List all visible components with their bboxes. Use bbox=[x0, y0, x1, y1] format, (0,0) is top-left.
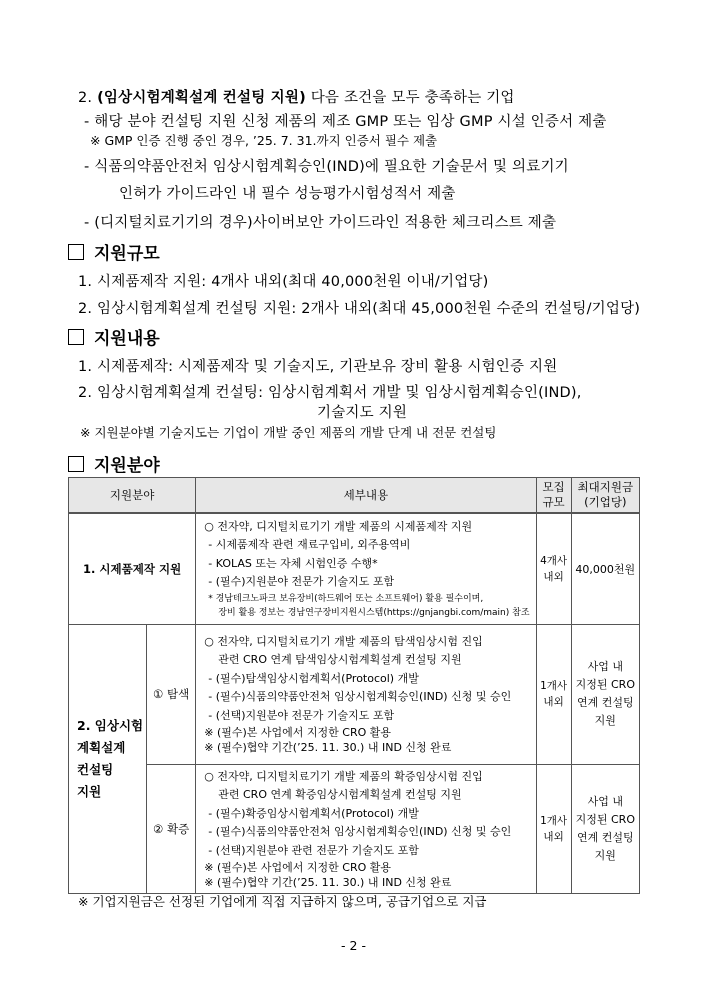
row2a-detail-line: ○ 전자약, 디지털치료기기 개발 제품의 탐색임상시험 진입 bbox=[204, 634, 483, 648]
item2-bullet-1: - 해당 분야 컨설팅 지원 신청 제품의 제조 GMP 또는 임상 GMP 시설 인증서 제출 bbox=[84, 114, 607, 130]
row2a-count: 1개사 내외 bbox=[536, 624, 571, 764]
row2a-detail-line: - (필수)식품의약품안전처 임상시험계획승인(IND) 신청 및 승인 bbox=[208, 690, 512, 704]
support-field-table bbox=[68, 477, 640, 894]
row1-detail-line: * 경남테크노파크 보유장비(하드웨어 또는 소프트웨어) 활용 필수이며, bbox=[208, 593, 484, 604]
checkbox-square-icon bbox=[68, 329, 84, 345]
row2b-detail-line: ○ 전자약, 디지털치료기기 개발 제품의 확증임상시험 진입 bbox=[204, 769, 483, 783]
header-count: 모집 규모 bbox=[536, 478, 571, 514]
row2b-sub: ② 확증 bbox=[146, 764, 195, 894]
row2-field: 2. 임상시험 계획설계 컨설팅 지원 bbox=[69, 624, 147, 894]
row2b-count: 1개사 내외 bbox=[536, 764, 571, 894]
header-details: 세부내용 bbox=[196, 478, 536, 514]
row2b-max: 사업 내 지정된 CRO 연계 컨설팅 지원 bbox=[571, 764, 639, 894]
scale-item-2: 2. 임상시험계획설계 컨설팅 지원: 2개사 내외(최대 45,000천원 수준의 컨설팅/기업당) bbox=[78, 301, 641, 317]
section-field-heading: 지원분야 bbox=[68, 451, 160, 476]
section-scale-heading: 지원규모 bbox=[68, 239, 160, 264]
row1-detail-line: - KOLAS 또는 자체 시험인증 수행* bbox=[208, 556, 378, 570]
content-note: ※ 지원분야별 기술지도는 기업이 개발 중인 제품의 개발 단계 내 전문 컨설팅 bbox=[80, 425, 497, 440]
row2a-max: 사업 내 지정된 CRO 연계 컨설팅 지원 bbox=[571, 624, 639, 764]
row2a-detail-line: - (선택)지원분야 전문가 기술지도 포함 bbox=[208, 708, 395, 722]
item2-bullet-2: - 식품의약품안전처 임상시험계획승인(IND)에 필요한 기술문서 및 의료기기 bbox=[84, 159, 569, 175]
row2b-detail-line: 관련 CRO 연계 확증임상시험계획설계 컨설팅 지원 bbox=[218, 788, 462, 801]
field-note: ※ 기업지원금은 선정된 기업에게 직접 지급하지 않으며, 공급기업으로 지급 bbox=[78, 894, 487, 909]
row2a-detail-line: - (필수)탐색임상시험계획서(Protocol) 개발 bbox=[208, 671, 419, 685]
table-row bbox=[69, 624, 640, 764]
row2b-detail-line: - (필수)확증임상시험계획서(Protocol) 개발 bbox=[208, 806, 419, 820]
row2a-detail-line: 관련 CRO 연계 탐색임상시험계획설계 컨설팅 지원 bbox=[218, 653, 462, 667]
row1-detail-line: 장비 활용 정보는 경남연구장비지원시스템(https://gnjangbi.com/main) 참조 bbox=[218, 607, 530, 618]
row1-count: 4개사 내외 bbox=[536, 513, 571, 624]
content-item-2-cont: 기술지도 지원 bbox=[317, 405, 408, 421]
page-number: - 2 - bbox=[341, 938, 366, 953]
table-row bbox=[69, 764, 640, 894]
row2b-details bbox=[196, 764, 536, 894]
item2-bullet-3: - (디지털치료기기의 경우)사이버보안 가이드라인 적용한 체크리스트 제출 bbox=[84, 215, 557, 231]
row2a-detail-line: ※ (필수)협약 기간(’25. 11. 30.) 내 IND 신청 완료 bbox=[204, 741, 452, 755]
item2-bullet-2-cont: 인허가 가이드라인 내 필수 성능평가시험성적서 제출 bbox=[119, 186, 456, 202]
row1-details bbox=[196, 513, 536, 624]
row2a-details bbox=[196, 624, 536, 764]
checkbox-square-icon bbox=[68, 244, 84, 260]
row1-max: 40,000천원 bbox=[571, 513, 639, 624]
header-max: 최대지원금 (기업당) bbox=[571, 478, 639, 514]
table-header-row bbox=[69, 478, 640, 514]
checkbox-square-icon bbox=[68, 456, 84, 472]
scale-item-1: 1. 시제품제작 지원: 4개사 내외(최대 40,000천원 이내/기업당) bbox=[78, 274, 489, 290]
row2a-detail-line: ※ (필수)본 사업에서 지정한 CRO 활용 bbox=[204, 726, 392, 740]
row2b-detail-line: ※ (필수)협약 기간(’25. 11. 30.) 내 IND 신청 완료 bbox=[204, 876, 452, 889]
table-row bbox=[69, 513, 640, 624]
row2b-detail-line: - (선택)지원분야 관련 전문가 기술지도 포함 bbox=[208, 843, 419, 857]
row2b-detail-line: ※ (필수)본 사업에서 지정한 CRO 활용 bbox=[204, 861, 392, 874]
item2-title: 2. (임상시험계획설계 컨설팅 지원) 다음 조건을 모두 충족하는 기업 bbox=[78, 90, 515, 106]
row1-field: 1. 시제품제작 지원 bbox=[69, 513, 196, 624]
row1-detail-line: - (필수)지원분야 전문가 기술지도 포함 bbox=[208, 575, 395, 589]
row2b-detail-line: - (필수)식품의약품안전처 임상시험계획승인(IND) 신청 및 승인 bbox=[208, 825, 512, 838]
item2-note-gmp: ※ GMP 인증 진행 중인 경우, ’25. 7. 31.까지 인증서 필수 제출 bbox=[90, 133, 438, 148]
row1-detail-line: ○ 전자약, 디지털치료기기 개발 제품의 시제품제작 지원 bbox=[204, 519, 473, 533]
content-item-1: 1. 시제품제작: 시제품제작 및 기술지도, 기관보유 장비 활용 시험인증 지원 bbox=[78, 359, 558, 375]
section-content-heading: 지원내용 bbox=[68, 324, 160, 349]
content-item-2: 2. 임상시험계획설계 컨설팅: 임상시험계획서 개발 및 임상시험계획승인(IND), bbox=[78, 385, 582, 401]
row1-detail-line: - 시제품제작 관련 재료구입비, 외주용역비 bbox=[208, 538, 411, 552]
header-field: 지원분야 bbox=[69, 478, 196, 514]
row2a-sub: ① 탐색 bbox=[146, 624, 195, 764]
